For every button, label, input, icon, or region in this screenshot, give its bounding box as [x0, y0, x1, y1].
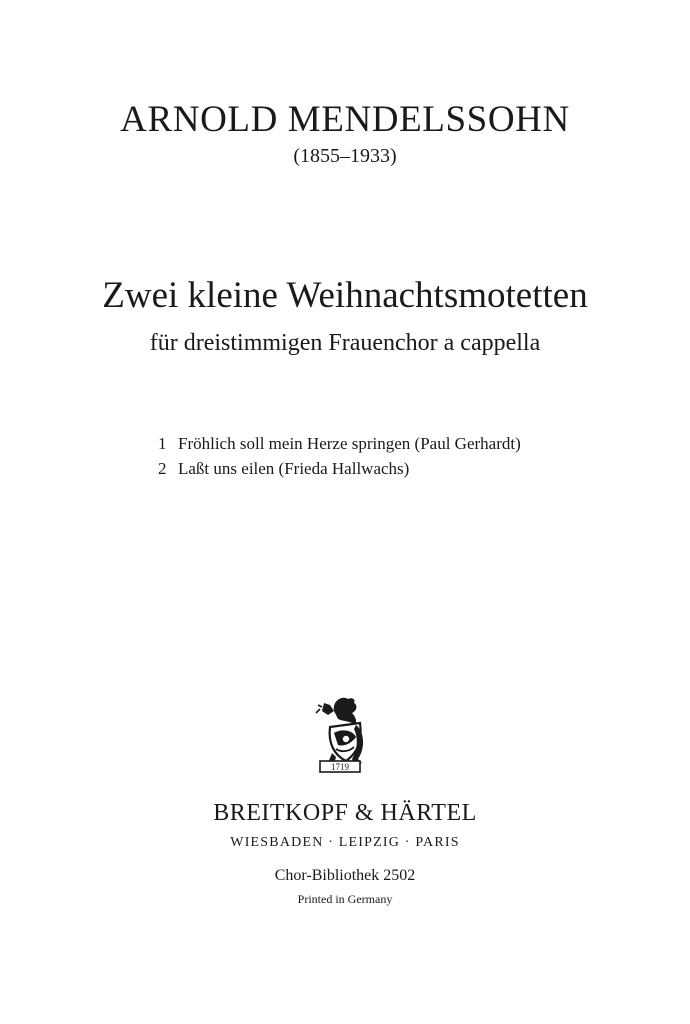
contents-item: [158, 431, 521, 456]
bear-emblem-icon: [312, 693, 368, 775]
contents-list: [158, 431, 521, 481]
publisher-name: BREITKOPF & HÄRTEL: [213, 800, 477, 826]
contents-item: [158, 456, 521, 481]
composer-name: ARNOLD MENDELSSOHN: [120, 99, 570, 140]
printed-note: Printed in Germany: [297, 892, 393, 906]
composer-dates: (1855–1933): [293, 145, 397, 167]
contents-item-number: 1: [158, 434, 167, 453]
logo-year: 1719: [331, 762, 349, 772]
contents-item-number: 2: [158, 459, 167, 478]
series-number: Chor-Bibliothek 2502: [274, 867, 416, 884]
work-title: Zwei kleine Weihnachtsmotetten: [102, 275, 588, 316]
publisher-cities: WIESBADEN · LEIPZIG · PARIS: [230, 835, 460, 850]
contents-item-title: Laßt uns eilen (Frieda Hallwachs): [178, 459, 410, 478]
contents-item-title: Fröhlich soll mein Herze springen (Paul Gerhardt): [178, 434, 521, 453]
work-subtitle: für dreistimmigen Frauenchor a cappella: [149, 330, 541, 356]
